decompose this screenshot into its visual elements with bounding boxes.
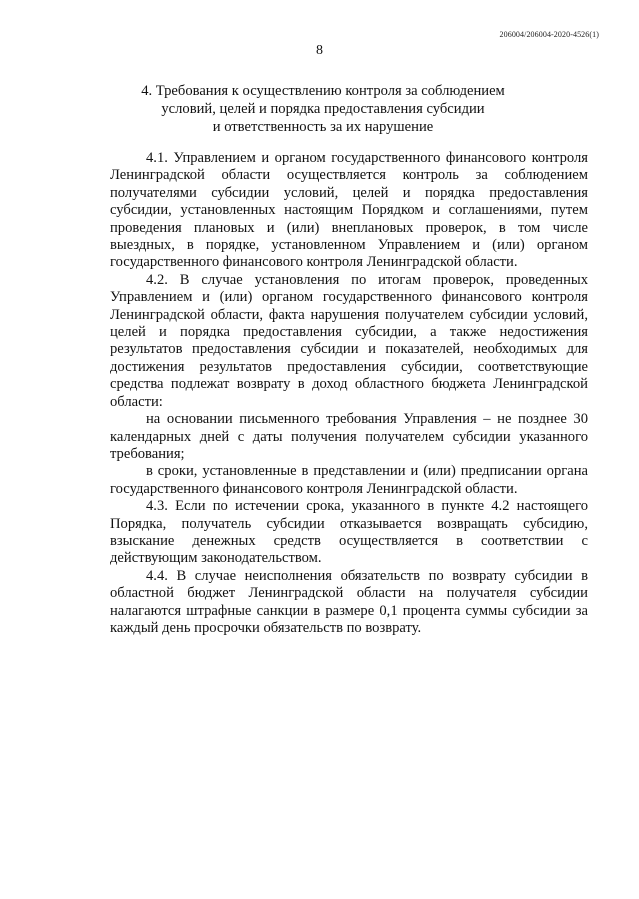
section-heading-line-2: условий, целей и порядка предоставления субсидии [161, 101, 485, 117]
paragraph-4-4: 4.4. В случае неисполнения обязательств по возврату субсидии в областной бюджет Ленинградской области на получателя субсидии налагаются штрафные санкции в размере 0,1 процента суммы субсидии за каждый день просрочки обязательств по возврату. [110, 567, 588, 636]
document-code: 206004/206004-2020-4526(1) [499, 30, 599, 39]
paragraph-4-2: 4.2. В случае установления по итогам проверок, проведенных Управлением и (или) органом государственного финансового контроля Ленинградской области, факта нарушения получателем субсидии условий, целей и порядка предоставления субсидии, а также недостижения результатов предоставления субсидии и показателей, необходимых для достижения результатов предоставления субсидии, соответствующие средства подлежат возврату в доход областного бюджета Ленинградской области: [110, 271, 588, 410]
section-heading-line-1: 4. Требования к осуществлению контроля за соблюдением [141, 83, 505, 99]
paragraph-4-1: 4.1. Управлением и органом государственного финансового контроля Ленинградской области осуществляется контроль за соблюдением получателями субсидии условий, целей и порядка предоставления субсидии, установленных настоящим Порядком и соглашениями, путем проведения плановых и (или) внеплановых проверок, в том числе выездных, в порядке, установленном Управлением и (или) органом государственного финансового контроля Ленинградской области. [110, 150, 588, 271]
paragraph-4-2-item-1: на основании письменного требования Управления – не позднее 30 календарных дней с даты получения получателем субсидии указанного требования; [110, 411, 588, 462]
section-heading-line-3: и ответственность за их нарушение [212, 119, 434, 135]
section-heading [100, 82, 546, 136]
paragraph-4-3: 4.3. Если по истечении срока, указанного в пункте 4.2 настоящего Порядка, получатель субсидии отказывается возвращать субсидию, взыскание денежных средств осуществляется в соответствии с действующим законодательством. [110, 498, 588, 567]
paragraph-4-2-item-2: в сроки, установленные в представлении и (или) предписании органа государственного финансового контроля Ленинградской области. [110, 463, 588, 497]
section-body [110, 150, 588, 637]
page-number: 8 [316, 43, 323, 58]
